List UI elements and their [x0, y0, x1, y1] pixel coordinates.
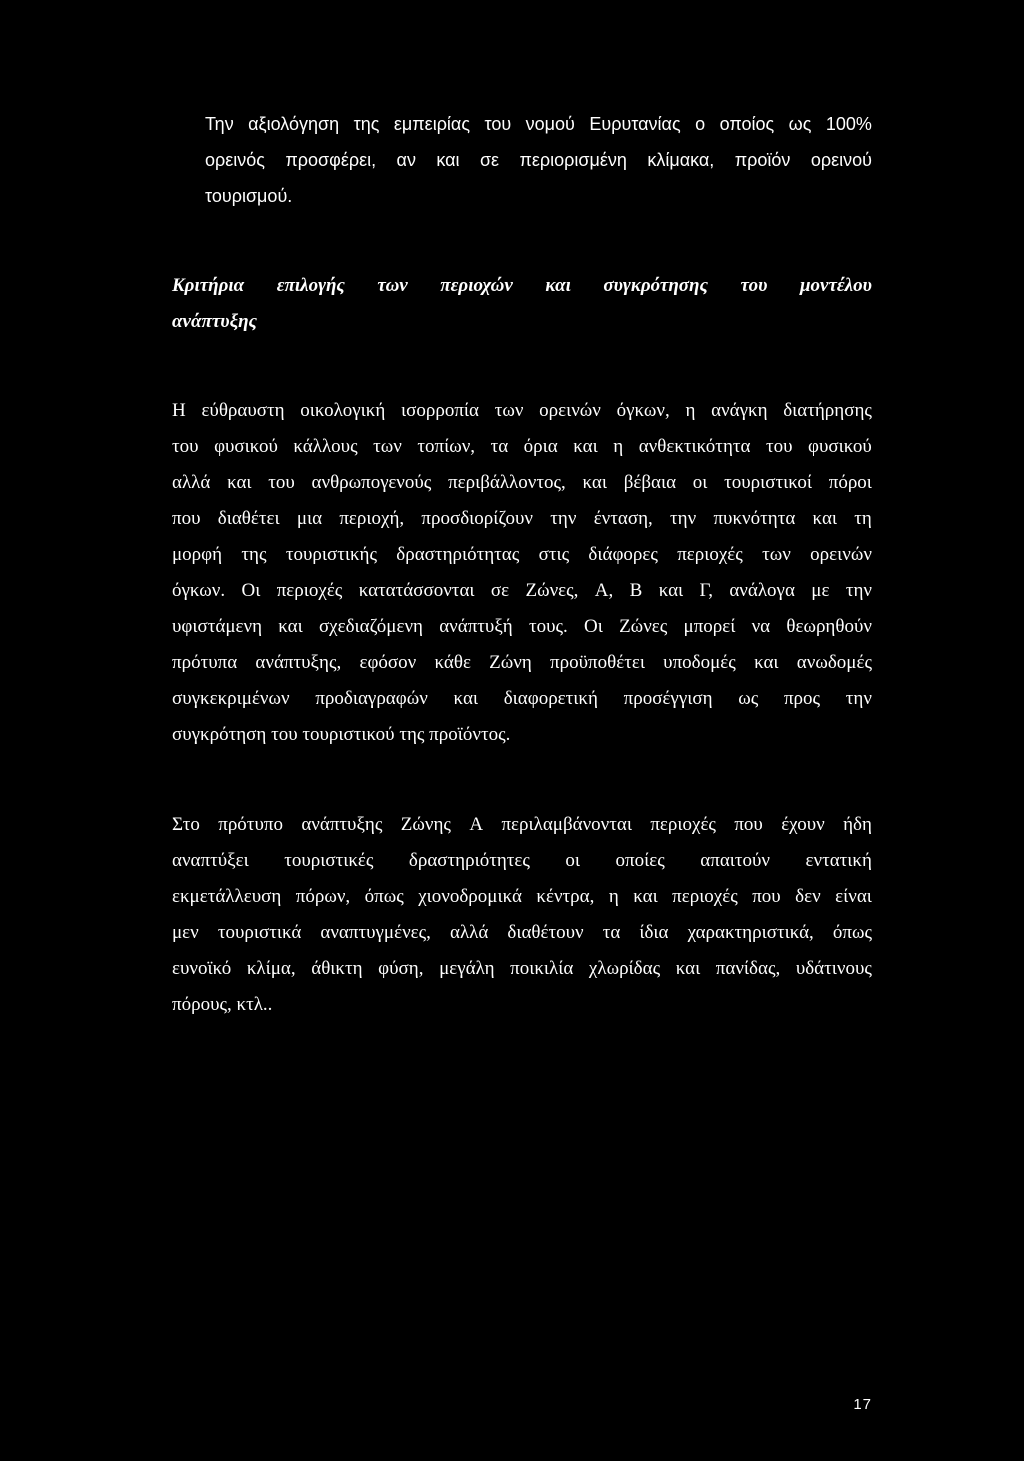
word: όρια — [523, 436, 558, 457]
word: ένταση, — [593, 508, 653, 529]
word: αν — [396, 150, 416, 170]
word: και — [545, 275, 571, 296]
word: και — [754, 652, 779, 673]
word: διαφορετική — [503, 688, 598, 709]
page-number: 17 — [853, 1396, 872, 1413]
word: ορεινών — [539, 400, 601, 421]
word: προϊόν — [734, 150, 791, 170]
word: ορεινός — [205, 150, 265, 170]
word: σε — [479, 150, 500, 170]
word: ανάπτυξή — [439, 616, 513, 637]
text-line — [172, 609, 872, 645]
word: τα — [490, 436, 509, 457]
word: Γ, — [699, 580, 713, 601]
word: ανθρωπογενούς — [311, 472, 432, 493]
text-line — [172, 951, 872, 987]
line-text: συγκρότηση του τουριστικού της προϊόντος. — [172, 724, 511, 745]
text-line — [172, 879, 872, 915]
word: την — [845, 580, 872, 601]
text-line — [172, 915, 872, 951]
word: τουριστικής — [285, 544, 377, 565]
text-line — [172, 681, 872, 717]
word: και — [227, 472, 252, 493]
text-line — [172, 501, 872, 537]
word: ανάπτυξης — [301, 814, 383, 835]
word: δεν — [795, 886, 821, 907]
text-line — [205, 106, 872, 142]
word: Στο — [172, 814, 200, 835]
word: προς — [783, 688, 821, 709]
word: χαρακτηριστικά, — [687, 922, 814, 943]
text-line — [172, 429, 872, 465]
word: της — [353, 114, 380, 134]
word: ανάλογα — [729, 580, 795, 601]
word: όπως — [832, 922, 872, 943]
word: των — [373, 436, 402, 457]
word: οι — [692, 472, 708, 493]
word: προσέγγιση — [623, 688, 713, 709]
word: εφόσον — [359, 652, 417, 673]
word: πανίδας, — [715, 958, 781, 979]
word: Α — [469, 814, 484, 835]
word: που — [752, 886, 781, 907]
word: Την — [205, 114, 234, 134]
word: την — [670, 508, 697, 529]
word: ως — [738, 688, 759, 709]
word: αξιολόγηση — [248, 114, 340, 134]
word: προσφέρει, — [285, 150, 377, 170]
word: μορφή — [172, 544, 223, 565]
text-line — [172, 465, 872, 501]
word: έχουν — [781, 814, 825, 835]
line-text: τουρισμού. — [205, 186, 293, 206]
body-paragraph-1 — [172, 393, 872, 753]
word: περιοχές — [672, 886, 738, 907]
text-line — [172, 807, 872, 843]
text-line — [205, 178, 872, 214]
word: που — [172, 508, 201, 529]
word: συγκρότησης — [603, 275, 708, 296]
word: περιβάλλοντος, — [448, 472, 566, 493]
word: διαθέτουν — [507, 922, 584, 943]
word: απαιτούν — [700, 850, 771, 871]
word: και — [453, 688, 479, 709]
word: του — [484, 114, 512, 134]
word: ποικιλία — [510, 958, 574, 979]
word: τουριστικές — [284, 850, 374, 871]
word: χλωρίδας — [588, 958, 661, 979]
word: την — [550, 508, 577, 529]
word: των — [762, 544, 791, 565]
word: τα — [602, 922, 621, 943]
word: οποίες — [615, 850, 665, 871]
word: όγκων. — [172, 580, 226, 601]
word: των — [494, 400, 524, 421]
word: συγκεκριμένων — [172, 688, 290, 709]
word: και — [633, 886, 658, 907]
word: περιοχές — [677, 544, 743, 565]
word: πρότυπα — [172, 652, 238, 673]
word: διαθέτει — [217, 508, 280, 529]
word: τους. — [528, 616, 568, 637]
word: των — [377, 275, 408, 296]
word: και — [582, 472, 607, 493]
word: τουριστικοί — [724, 472, 813, 493]
word: και — [436, 150, 460, 170]
word: του — [765, 436, 793, 457]
word: Ζώνες, — [525, 580, 579, 601]
word: μεγάλη — [439, 958, 495, 979]
word: επιλογής — [276, 275, 345, 296]
word: εκμετάλλευση — [172, 886, 282, 907]
word: μπορεί — [683, 616, 736, 637]
word: δραστηριότητας — [396, 544, 520, 565]
word: περιοχή, — [339, 508, 405, 529]
word: υποδομές — [663, 652, 736, 673]
word: μια — [296, 508, 323, 529]
word: και — [812, 508, 838, 529]
word: ανωδομές — [796, 652, 872, 673]
word: όπως — [364, 886, 404, 907]
text-line — [205, 142, 872, 178]
word: πρότυπο — [218, 814, 283, 835]
text-line — [172, 573, 872, 609]
word: υφιστάμενη — [172, 616, 263, 637]
word: υδάτινους — [795, 958, 872, 979]
word: περιοχές — [276, 580, 343, 601]
word: του — [268, 472, 295, 493]
word: αλλά — [172, 472, 211, 493]
word: ως — [788, 114, 812, 134]
body-paragraph-2 — [172, 807, 872, 1023]
word: Ζώνης — [400, 814, 451, 835]
word: όγκων, — [616, 400, 670, 421]
word: πόρων, — [295, 886, 351, 907]
word: δραστηριότητες — [408, 850, 530, 871]
word: διάφορες — [588, 544, 658, 565]
heading-line — [172, 268, 872, 304]
word: Κριτήρια — [172, 275, 245, 296]
line-text: πόρους, κτλ.. — [172, 994, 273, 1015]
word: περιορισμένη — [519, 150, 627, 170]
word: είναι — [835, 886, 872, 907]
word: κατατάσσονται — [358, 580, 475, 601]
intro-paragraph — [205, 106, 872, 214]
word: σχεδιαζόμενη — [318, 616, 423, 637]
word: οι — [565, 850, 581, 871]
word: και — [658, 580, 684, 601]
word: να — [751, 616, 771, 637]
word: μοντέλου — [799, 275, 872, 296]
text-line — [172, 393, 872, 429]
word: Η — [172, 400, 186, 421]
word: χιονοδρομικά — [418, 886, 522, 907]
word: αλλά — [450, 922, 489, 943]
word: προσδιορίζουν — [421, 508, 534, 529]
word: περιοχές — [650, 814, 716, 835]
word: περιοχών — [440, 275, 513, 296]
word: η — [685, 400, 696, 421]
heading-line — [172, 304, 872, 340]
word: προδιαγραφών — [315, 688, 428, 709]
word: εντατική — [805, 850, 872, 871]
word: φυσικού — [808, 436, 872, 457]
word: η — [613, 436, 624, 457]
word: Οι — [584, 616, 603, 637]
word: μεν — [172, 922, 199, 943]
word: ανθεκτικότητα — [638, 436, 751, 457]
word: ανάπτυξης, — [255, 652, 342, 673]
word: θεωρηθούν — [786, 616, 872, 637]
word: προϋποθέτει — [550, 652, 645, 673]
word: περιλαμβάνονται — [501, 814, 632, 835]
word: την — [845, 688, 872, 709]
text-line — [172, 645, 872, 681]
word: φύση, — [378, 958, 424, 979]
word: και — [573, 436, 598, 457]
word: Ζώνες — [619, 616, 668, 637]
word: πόροι — [828, 472, 872, 493]
word: η — [608, 886, 619, 907]
word: Οι — [241, 580, 261, 601]
word: με — [811, 580, 830, 601]
word: ορεινού — [810, 150, 872, 170]
word: ισορροπία — [401, 400, 479, 421]
word: που — [734, 814, 763, 835]
word: ίδια — [639, 922, 669, 943]
word: βέβαια — [623, 472, 677, 493]
word: αναπτυγμένες, — [320, 922, 431, 943]
word: κλίμα, — [246, 958, 296, 979]
word: τοπίων, — [417, 436, 476, 457]
word: Ευρυτανίας — [589, 114, 681, 134]
word: κάθε — [434, 652, 471, 673]
word: κάλλους — [293, 436, 358, 457]
word: κλίμακα, — [647, 150, 715, 170]
word: και — [675, 958, 701, 979]
word: εμπειρίας — [393, 114, 471, 134]
text-line — [172, 843, 872, 879]
word: νομού — [525, 114, 575, 134]
word: κέντρα, — [536, 886, 595, 907]
word: της — [241, 544, 267, 565]
word: φυσικού — [214, 436, 278, 457]
word: πυκνότητα — [713, 508, 796, 529]
word: ορεινών — [810, 544, 872, 565]
word: ευνοϊκό — [172, 958, 232, 979]
word: ανάγκη — [711, 400, 768, 421]
section-heading — [172, 268, 872, 340]
word: εύθραυστη — [201, 400, 285, 421]
word: Ζώνη — [489, 652, 532, 673]
text-line — [172, 537, 872, 573]
word: αναπτύξει — [172, 850, 249, 871]
word: του — [740, 275, 768, 296]
word: του — [172, 436, 199, 457]
text-line — [172, 717, 872, 753]
word: ο — [695, 114, 706, 134]
word: άθικτη — [311, 958, 363, 979]
word: Β — [629, 580, 643, 601]
word: σε — [490, 580, 510, 601]
word: οποίος — [719, 114, 775, 134]
word: διατήρησης — [783, 400, 872, 421]
heading-text: ανάπτυξης — [172, 311, 257, 332]
word: ήδη — [843, 814, 872, 835]
text-line — [172, 987, 872, 1023]
word: 100% — [825, 114, 872, 134]
word: στις — [538, 544, 570, 565]
word: Α, — [594, 580, 614, 601]
word: και — [278, 616, 303, 637]
word: τουριστικά — [217, 922, 302, 943]
word: τη — [854, 508, 872, 529]
word: οικολογική — [300, 400, 386, 421]
